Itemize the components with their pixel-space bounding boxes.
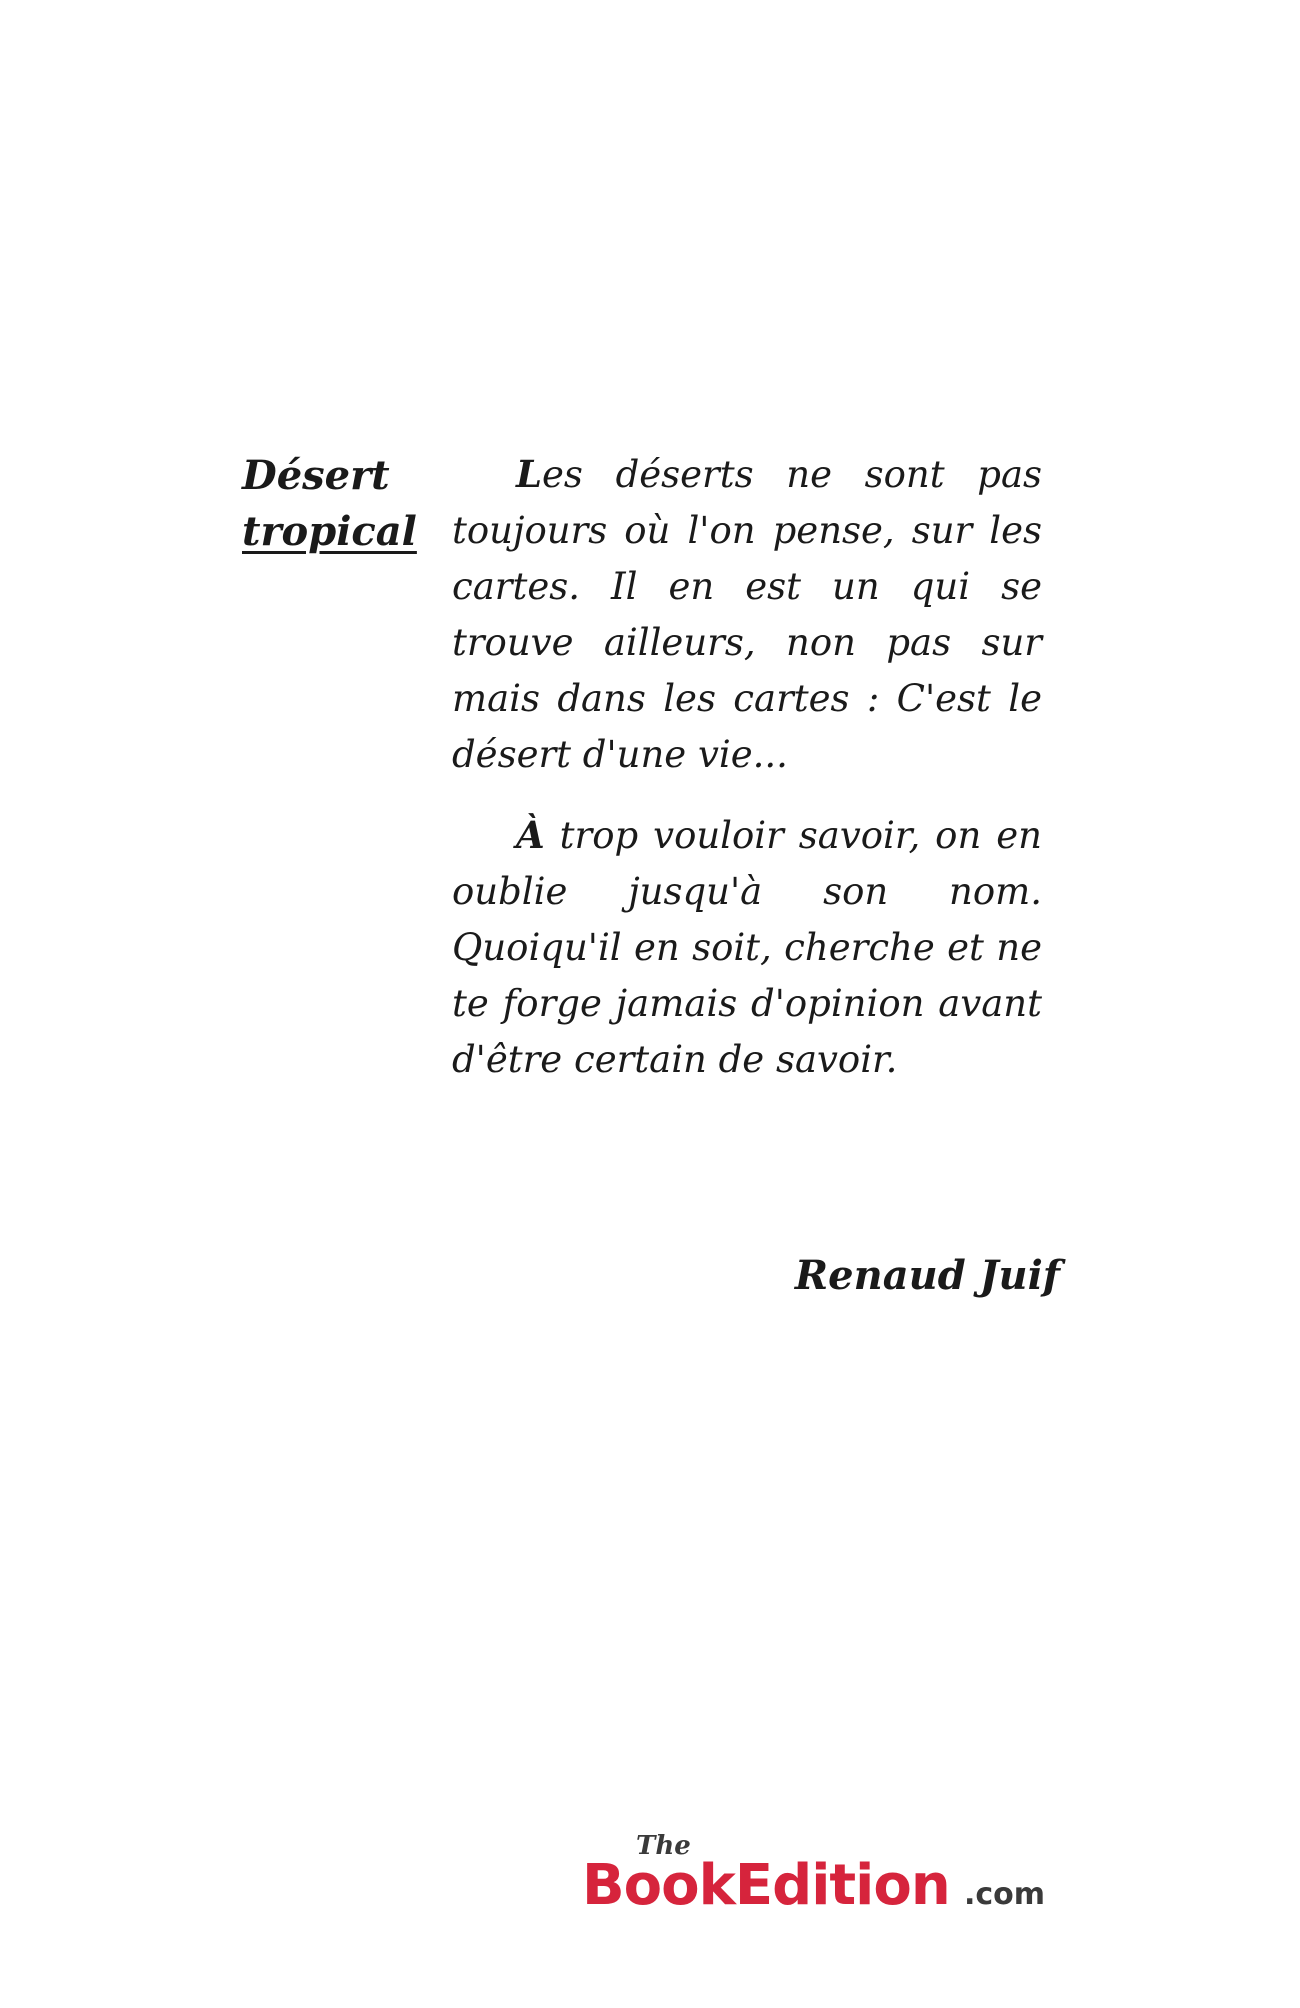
side-title-line2: tropical: [242, 508, 417, 555]
logo-domain: .com: [964, 1877, 1046, 1912]
paragraph-1: [452, 446, 1042, 783]
paragraph-2-text: trop vouloir savoir, on en oublie jusqu'à son nom. Quoiqu'il en soit, cherche et ne te forge jamais d'opinion avant d'être certain de savoir.: [452, 814, 1042, 1081]
paragraph-1-lead: L: [516, 452, 543, 496]
body-text: [452, 446, 1042, 1088]
paragraph-1-text: es déserts ne sont pas toujours où l'on pense, sur les cartes. Il en est un qui se trouve ailleurs, non pas sur mais dans les cartes : C'est le désert d'une vie...: [452, 453, 1042, 776]
author-signature: Renaud Juif: [794, 1252, 1060, 1299]
paragraph-2: [452, 807, 1042, 1088]
thebookedition-logo: [582, 1826, 1062, 1926]
logo-the: The: [636, 1831, 691, 1861]
paragraph-2-lead: À: [516, 813, 545, 857]
side-title: [242, 448, 432, 560]
side-title-line1: Désert: [242, 452, 390, 499]
logo-name: BookEdition: [582, 1853, 950, 1918]
